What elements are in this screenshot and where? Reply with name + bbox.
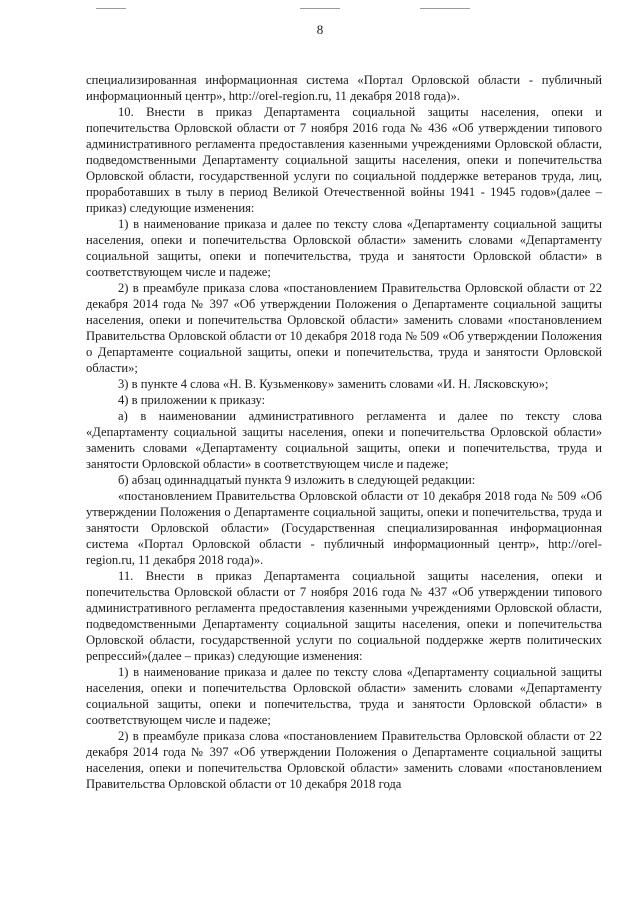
paragraph: специализированная информационная система «Портал Орловской области - публичный информационный центр», http://orel-region.ru, 11 декабря 2018 года)». [86,73,602,103]
paragraph: 11. Внести в приказ Департамента социальной защиты населения, опеки и попечительства Орловской области от 7 ноября 2016 года № 437 «Об утверждении типового административного регламента предоставления казенными учреждениями Орловской области, подведомственными Департаменту социальной защиты населения, опеки и попечительства Орловской области, государственной услуги по социальной поддержке жертв политических репрессий»(далее – приказ) следующие изменения: [86,569,602,663]
paragraph: «постановлением Правительства Орловской области от 10 декабря 2018 года № 509 «Об утверждении Положения о Департаменте социальной защиты, опеки и попечительства, труда и занятости Орловской области» (Государственная специализированная информационная система «Портал Орловской области - публичный информационный центр», http://orel-region.ru, 11 декабря 2018 года)». [86,489,602,567]
page-number: 8 [316,22,324,37]
scan-artifact [300,8,340,9]
paragraph: а) в наименовании административного регламента и далее по тексту слова «Департаменту социальной защиты населения, опеки и попечительства Орловской области» заменить словами «Департаменту социальной защиты, опеки и попечительства, труда и занятости Орловской области» в соответствующем числе и падеже; [86,409,602,471]
paragraph: 2) в преамбуле приказа слова «постановлением Правительства Орловской области от 22 декабря 2014 года № 397 «Об утверждении Положения о Департаменте социальной защиты населения, опеки и попечительства Орловской области» заменить словами «постановлением Правительства Орловской области от 10 декабря 2018 года № 509 «Об утверждении Положения о Департаменте социальной защиты, опеки и попечительства, труда и занятости Орловской области»; [86,281,602,375]
paragraph: б) абзац одиннадцатый пункта 9 изложить в следующей редакции: [118,473,476,487]
paragraph: 1) в наименование приказа и далее по тексту слова «Департаменту социальной защиты населения, опеки и попечительства Орловской области» заменить словами «Департаменту социальной защиты, опеки и попечительства, труда и занятости Орловской области» в соответствующем числе и падеже; [86,217,602,279]
scan-artifact [96,8,126,9]
document-body [86,72,602,792]
paragraph: 4) в приложении к приказу: [118,393,266,407]
scan-artifact [420,8,470,9]
paragraph: 1) в наименование приказа и далее по тексту слова «Департаменту социальной защиты населения, опеки и попечительства Орловской области» заменить словами «Департаменту социальной защиты, опеки и попечительства, труда и занятости Орловской области» в соответствующем числе и падеже; [86,665,602,727]
paragraph: 10. Внести в приказ Департамента социальной защиты населения, опеки и попечительства Орловской области от 7 ноября 2016 года № 436 «Об утверждении типового административного регламента предоставления казенными учреждениями Орловской области, подведомственными Департаменту социальной защиты населения, опеки и попечительства Орловской области, государственной услуги по социальной поддержке ветеранов труда, лиц, проработавших в тылу в период Великой Отечественной войны 1941 - 1945 годов»(далее – приказ) следующие изменения: [86,105,602,215]
paragraph: 2) в преамбуле приказа слова «постановлением Правительства Орловской области от 22 декабря 2014 года № 397 «Об утверждении Положения о Департаменте социальной защиты населения, опеки и попечительства Орловской области» заменить словами «постановлением Правительства Орловской области от 10 декабря 2018 года [86,729,602,791]
paragraph: 3) в пункте 4 слова «Н. В. Кузьменкову» заменить словами «И. Н. Лясковскую»; [118,377,549,391]
